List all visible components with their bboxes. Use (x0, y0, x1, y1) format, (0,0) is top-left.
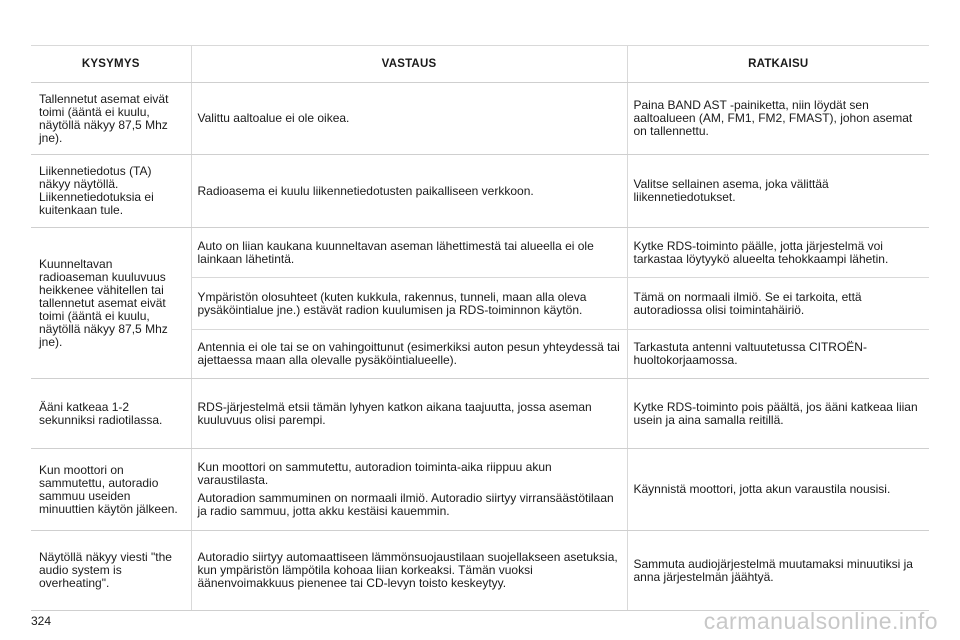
header-answer: VASTAUS (191, 46, 627, 83)
question-cell: Liikennetiedotus (TA) näkyy näytöllä. Liikennetiedotuksia ei kuitenkaan tule. (31, 155, 191, 228)
solution-cell: Sammuta audiojärjestelmä muutamaksi minuutiksi ja anna järjestelmän jäähtyä. (627, 531, 929, 611)
answer-cell: Valittu aaltoalue ei ole oikea. (191, 83, 627, 155)
question-cell: Kun moottori on sammutettu, autoradio sammuu useiden minuuttien käytön jälkeen. (31, 449, 191, 531)
answer-cell: Antennia ei ole tai se on vahingoittunut (esimerkiksi auton pesun yhteydessä tai ajettaessa maan alla olevalle pysäköintialueelle). (191, 330, 627, 379)
solution-cell: Valitse sellainen asema, joka välittää liikennetiedotukset. (627, 155, 929, 228)
table-row (31, 379, 929, 449)
answer-cell: Autoradio siirtyy automaattiseen lämmönsuojaustilaan suojellakseen asetuksia, kun ympäristön lämpötila kohoaa liian korkeaksi. Tämän vuoksi äänenvoimakkuus pienenee tai CD-levyn toisto keskeytyy. (191, 531, 627, 611)
answer-cell: Radioasema ei kuulu liikennetiedotusten paikalliseen verkkoon. (191, 155, 627, 228)
solution-cell: Tarkastuta antenni valtuutetussa CITROËN-huoltokorjaamossa. (627, 330, 929, 379)
answer-cell: Ympäristön olosuhteet (kuten kukkula, rakennus, tunneli, maan alla oleva pysäköintialue jne.) estävät radion kuulumisen ja RDS-toiminnon käytön. (191, 278, 627, 330)
solution-cell: Tämä on normaali ilmiö. Se ei tarkoita, että autoradiossa olisi toimintahäiriö. (627, 278, 929, 330)
watermark: carmanualsonline.info (703, 608, 938, 634)
table-row (31, 449, 929, 531)
question-cell: Tallennetut asemat eivät toimi (ääntä ei kuulu, näytöllä näkyy 87,5 Mhz jne). (31, 83, 191, 155)
table-header-row (31, 46, 929, 83)
table-row (31, 155, 929, 228)
solution-cell: Käynnistä moottori, jotta akun varaustila nousisi. (627, 449, 929, 531)
table-row (31, 531, 929, 611)
troubleshooting-table (31, 45, 929, 611)
answer-paragraph: Autoradion sammuminen on normaali ilmiö. Autoradio siirtyy virransäästötilaan ja radio sammuu, jotta akku kestäisi kauemmin. (197, 491, 614, 518)
table-row (31, 228, 929, 278)
answer-cell (191, 449, 627, 531)
solution-cell: Paina BAND AST -painiketta, niin löydät sen aaltoalueen (AM, FM1, FM2, FMAST), johon asemat on tallennettu. (627, 83, 929, 155)
question-cell: Kuunneltavan radioaseman kuuluvuus heikkenee vähitellen tai tallennetut asemat eivät toimi (ääntä ei kuulu, näytöllä näkyy 87,5 Mhz jne). (31, 228, 191, 379)
question-cell: Ääni katkeaa 1-2 sekunniksi radiotilassa. (31, 379, 191, 449)
answer-cell: Auto on liian kaukana kuunneltavan aseman lähettimestä tai alueella ei ole lainkaan lähetintä. (191, 228, 627, 278)
page-number: 324 (31, 614, 52, 628)
header-solution: RATKAISU (627, 46, 929, 83)
question-cell: Näytöllä näkyy viesti "the audio system is overheating". (31, 531, 191, 611)
answer-cell: RDS-järjestelmä etsii tämän lyhyen katkon aikana taajuutta, jossa aseman kuuluvuus olisi parempi. (191, 379, 627, 449)
header-question: KYSYMYS (31, 46, 191, 83)
answer-paragraph: Kun moottori on sammutettu, autoradion toiminta-aika riippuu akun varaustilasta. (197, 460, 552, 487)
solution-cell: Kytke RDS-toiminto päälle, jotta järjestelmä voi tarkastaa löytyykö alueelta tehokkaampi lähetin. (627, 228, 929, 278)
table-row (31, 83, 929, 155)
solution-cell: Kytke RDS-toiminto pois päältä, jos ääni katkeaa liian usein ja aina samalla reitillä. (627, 379, 929, 449)
